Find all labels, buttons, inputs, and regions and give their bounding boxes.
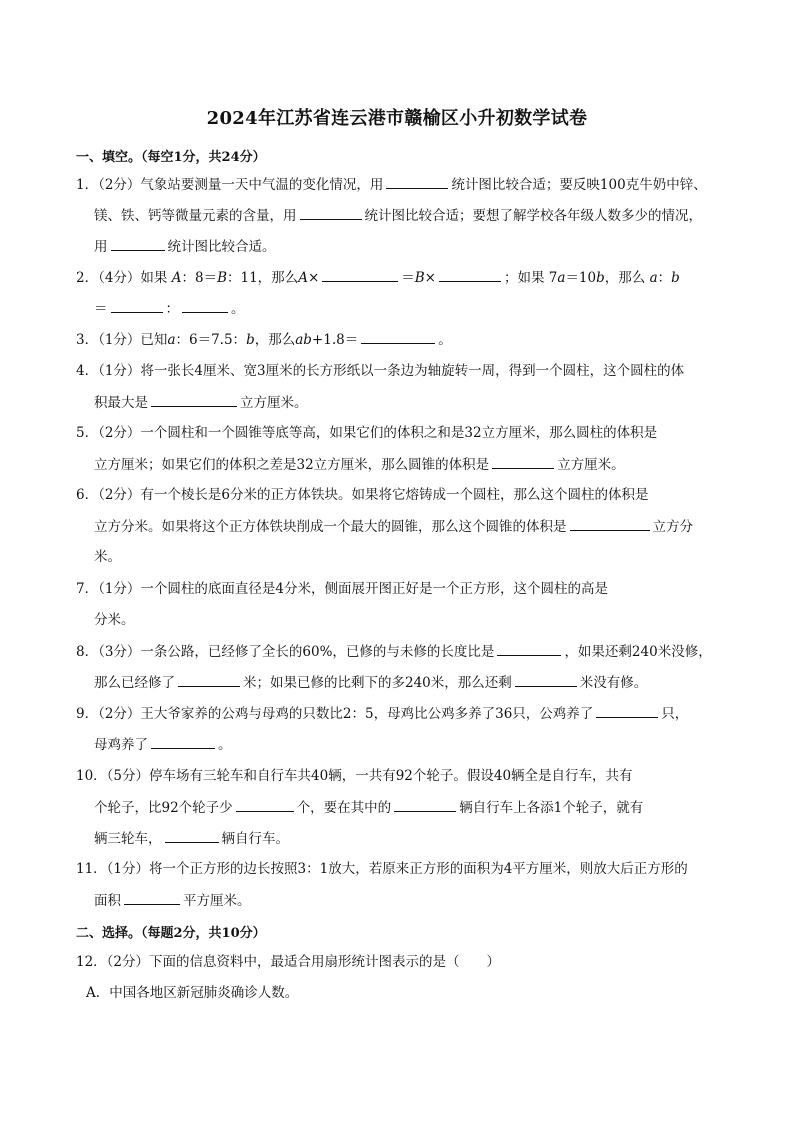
q7-line-1: 7．（1分）一个圆柱的底面直径是4分米，侧面展开图正好是一个正方形，这个圆柱的高是 (76, 581, 609, 597)
blank[interactable] (497, 642, 561, 656)
q8-line-1: 8．（3分）一条公路，已经修了全长的60%，已修的与未修的长度比是 ，如果还剩240米没修， (76, 644, 712, 660)
q8-line-2: 那么已经修了 米；如果已修的比剩下的多240米，那么还剩 米没有修。 (94, 675, 648, 691)
blank[interactable] (124, 891, 180, 905)
q6-line-2: 立方分米。如果将这个正方体铁块削成一个最大的圆锥，那么这个圆锥的体积是 立方分 (94, 519, 693, 535)
blank[interactable] (361, 330, 435, 344)
q6-line-1: 6．（2分）有一个棱长是6分米的正方体铁块。如果将它熔铸成一个圆柱，那么这个圆柱的体积是 (76, 487, 649, 503)
blank[interactable] (151, 735, 215, 749)
q6-line-3: 米。 (94, 549, 121, 565)
q9-line-2: 母鸡养了 。 (94, 737, 232, 753)
q7-line-2: 分米。 (94, 612, 135, 628)
q12-option-a[interactable]: A．中国各地区新冠肺炎确诊人数。 (86, 985, 299, 1001)
q1-line-1: 1．（2分）气象站要测量一天中气温的变化情况，用 统计图比较合适；要反映100克牛奶中锌、 (76, 177, 707, 193)
blank[interactable] (322, 268, 398, 282)
blank[interactable] (394, 798, 456, 812)
blank[interactable] (439, 268, 501, 282)
blank[interactable] (570, 517, 650, 531)
blank[interactable] (300, 206, 362, 220)
blank[interactable] (386, 175, 448, 189)
q3-line-1: 3．（1分）已知a：6＝7.5：b，那么ab+1.8＝ 。 (76, 332, 452, 348)
q5-line-1: 5．（2分）一个圆柱和一个圆锥等底等高，如果它们的体积之和是32立方厘米，那么圆柱的体积是 (76, 425, 658, 441)
q4-line-1: 4．（1分）将一张长4厘米、宽3厘米的长方形纸以一条边为轴旋转一周，得到一个圆柱，这个圆柱的体 (76, 363, 685, 379)
blank[interactable] (165, 829, 219, 843)
blank[interactable] (182, 299, 228, 313)
blank[interactable] (596, 704, 658, 718)
blank[interactable] (492, 455, 554, 469)
blank[interactable] (151, 393, 237, 407)
blank[interactable] (515, 673, 577, 687)
q11-line-2: 面积 平方厘米。 (94, 893, 251, 909)
q5-line-2: 立方厘米；如果它们的体积之差是32立方厘米，那么圆锥的体积是 立方厘米。 (94, 457, 625, 473)
page-title: 2024年江苏省连云港市赣榆区小升初数学试卷 (206, 108, 588, 129)
blank[interactable] (111, 299, 163, 313)
blank[interactable] (236, 798, 294, 812)
blank[interactable] (178, 673, 240, 687)
q10-line-2: 个轮子，比92个轮子少 个，要在其中的 辆自行车上各添1个轮子，就有 (94, 800, 644, 816)
q1-line-3: 用 统计图比较合适。 (94, 239, 276, 255)
q11-line-1: 11．（1分）将一个正方形的边长按照3：1放大，若原来正方形的面积为4平方厘米，则放大后正方形的 (76, 861, 688, 877)
q12-line-1: 12．（2分）下面的信息资料中，最适合用扇形统计图表示的是（ ） (76, 954, 501, 970)
q2-line-1: 2．（4分）如果 A：8＝B：11，那么A× ＝B× ；如果 7a＝10b，那么 a：b (76, 270, 680, 286)
section-choice-heading: 二、选择。（每题2分，共10分） (76, 926, 266, 941)
q9-line-1: 9．（2分）王大爷家养的公鸡与母鸡的只数比2：5，母鸡比公鸡多养了36只，公鸡养了 只， (76, 706, 689, 722)
q10-line-3: 辆三轮车， 辆自行车。 (94, 831, 289, 847)
section-fill-heading: 一、填空。（每空1分，共24分） (76, 150, 266, 165)
q1-line-2: 镁、铁、钙等微量元素的含量，用 统计图比较合适；要想了解学校各年级人数多少的情况， (94, 208, 702, 224)
q4-line-2: 积最大是 立方厘米。 (94, 395, 308, 411)
q2-line-2: ＝ ： 。 (94, 301, 245, 317)
q10-line-1: 10．（5分）停车场有三轮车和自行车共40辆，一共有92个轮子。假设40辆全是自行车，共有 (76, 768, 633, 784)
blank[interactable] (111, 237, 165, 251)
